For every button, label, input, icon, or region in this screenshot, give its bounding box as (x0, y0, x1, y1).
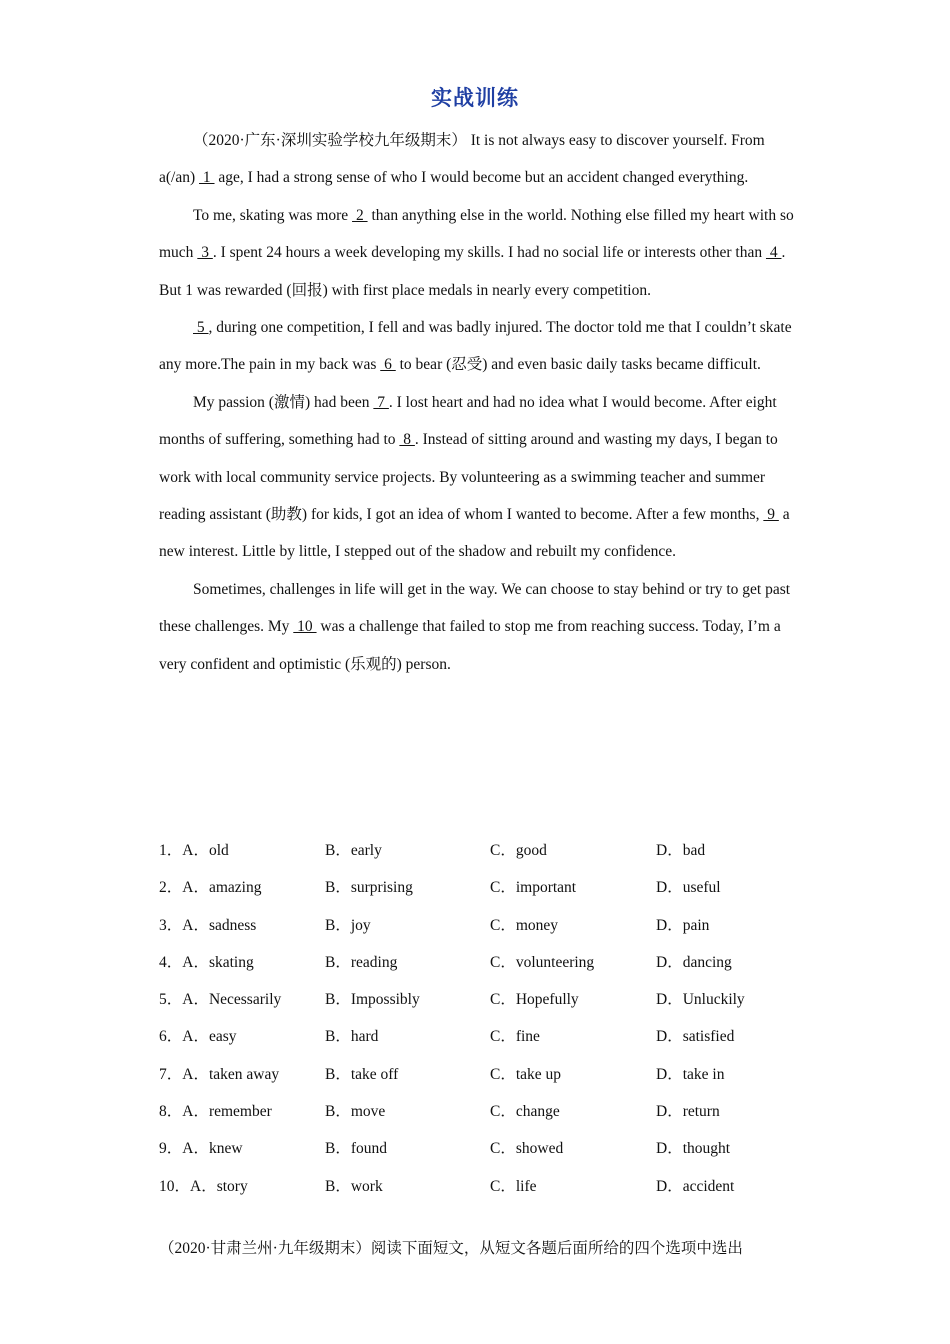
option-b: B．work (325, 1177, 383, 1195)
blank-10: 10 (293, 618, 317, 636)
option-d: D．return (656, 1103, 720, 1121)
question-row (159, 1018, 799, 1055)
question-row (159, 869, 799, 906)
source-label: （2020·广东·深圳实验学校九年级期末） (193, 132, 467, 149)
option-d: D．pain (656, 916, 710, 934)
question-row (159, 832, 799, 869)
paragraph-1 (159, 122, 799, 197)
option-a: 6．A．easy (159, 1028, 237, 1046)
option-d: D．bad (656, 842, 706, 859)
paragraph-text: My passion (激情) had been (193, 393, 374, 411)
paragraph-text: To me, skating was more (193, 206, 353, 224)
question-row (159, 981, 799, 1018)
option-c: C．good (490, 842, 547, 859)
option-b: B．surprising (325, 879, 413, 897)
question-row (159, 1168, 799, 1205)
option-c: C．money (490, 916, 559, 934)
paragraph-text: Sometimes, challenges in life will get in the way. We can choose to stay behind or try to get past these challenges. My (159, 580, 791, 636)
question-row (159, 1093, 799, 1130)
option-a: 4．A．skating (159, 953, 254, 971)
option-a: 1．A．old (159, 842, 229, 859)
blank-4: 4 (765, 244, 782, 262)
paragraph-text: . Instead of sitting around and wasting my days, I began to work with local community service projects. By volunteering as a swimming teacher and summer reading assistant (助教) for kids, I got an idea of whom I wanted to become. After a few months, (159, 431, 778, 524)
blank-5: 5 (193, 319, 209, 337)
option-b: B．found (325, 1140, 388, 1158)
option-b: B．early (325, 842, 382, 859)
paragraph-text: , during one competition, I fell and was badly injured. The doctor told me that I couldn’t skate any more.The pain in my back was (159, 319, 792, 374)
option-a: 10．A．story (159, 1177, 248, 1195)
option-a: 5．A．Necessarily (159, 991, 282, 1009)
option-d: D．thought (656, 1140, 731, 1158)
blank-6: 6 (380, 356, 396, 374)
option-b: B．move (325, 1103, 386, 1121)
page-title: 实战训练 (431, 86, 519, 110)
question-row (159, 907, 799, 944)
paragraph-text: to bear (忍受) and even basic daily tasks became difficult. (395, 356, 761, 374)
option-b: B．hard (325, 1028, 379, 1046)
option-c: C．showed (490, 1140, 564, 1158)
option-c: C．change (490, 1103, 560, 1121)
paragraph-text: age, I had a strong sense of who I would become but an accident changed everything. (214, 169, 749, 187)
option-a: 2．A．amazing (159, 879, 262, 897)
option-a: 9．A．knew (159, 1140, 243, 1158)
paragraph-text: . I lost heart and had no idea what I would become. After eight months of suffering, something had to (159, 393, 777, 449)
option-d: D．accident (656, 1177, 735, 1195)
option-c: C．important (490, 879, 577, 897)
paragraph-3 (159, 309, 799, 384)
blank-2: 2 (352, 206, 368, 224)
option-b: B．take off (325, 1065, 399, 1083)
question-row (159, 1056, 799, 1093)
option-d: D．take in (656, 1065, 725, 1083)
option-d: D．useful (656, 879, 721, 897)
option-d: D．Unluckily (656, 991, 745, 1009)
option-d: D．satisfied (656, 1028, 735, 1046)
option-c: C．fine (490, 1028, 540, 1046)
option-b: B．Impossibly (325, 991, 420, 1009)
option-b: B．reading (325, 953, 398, 971)
paragraph-text: than anything else in the world. Nothing else filled my heart with so much (159, 206, 794, 262)
option-a: 3．A．sadness (159, 916, 257, 934)
paragraph-text: a new interest. Little by little, I stepped out of the shadow and rebuilt my confidence. (159, 506, 790, 561)
blank-3: 3 (197, 244, 213, 262)
question-row (159, 944, 799, 981)
option-d: D．dancing (656, 953, 732, 971)
answer-options (159, 832, 799, 1205)
paragraph-2 (159, 197, 799, 309)
option-c: C．Hopefully (490, 991, 579, 1009)
question-row (159, 1130, 799, 1167)
option-c: C．life (490, 1177, 537, 1195)
paragraph-text: was a challenge that failed to stop me from reaching success. Today, I’m a very confident and optimistic (乐观的) person. (159, 618, 781, 673)
blank-1: 1 (199, 169, 215, 187)
paragraph-text: . I spent 24 hours a week developing my skills. I had no social life or interests other than (212, 244, 766, 262)
blank-7: 7 (373, 393, 389, 411)
paragraph-4 (159, 384, 799, 571)
blank-9: 9 (763, 506, 779, 524)
option-b: B．joy (325, 916, 371, 934)
option-c: C．volunteering (490, 953, 595, 971)
paragraph-5 (159, 571, 799, 683)
option-a: 7．A．taken away (159, 1065, 280, 1083)
blank-8: 8 (399, 431, 415, 449)
next-section-intro: （2020·甘肃兰州·九年级期末）阅读下面短文，从短文各题后面所给的四个选项中选出 (159, 1240, 743, 1257)
option-a: 8．A．remember (159, 1103, 272, 1121)
paragraph-text: It is not always easy to discover yourself. From a(/an) (159, 132, 765, 187)
cloze-passage (159, 122, 799, 683)
option-c: C．take up (490, 1065, 562, 1083)
paragraph-text: . But 1 was rewarded (回报) with first place medals in nearly every competition. (159, 244, 786, 299)
